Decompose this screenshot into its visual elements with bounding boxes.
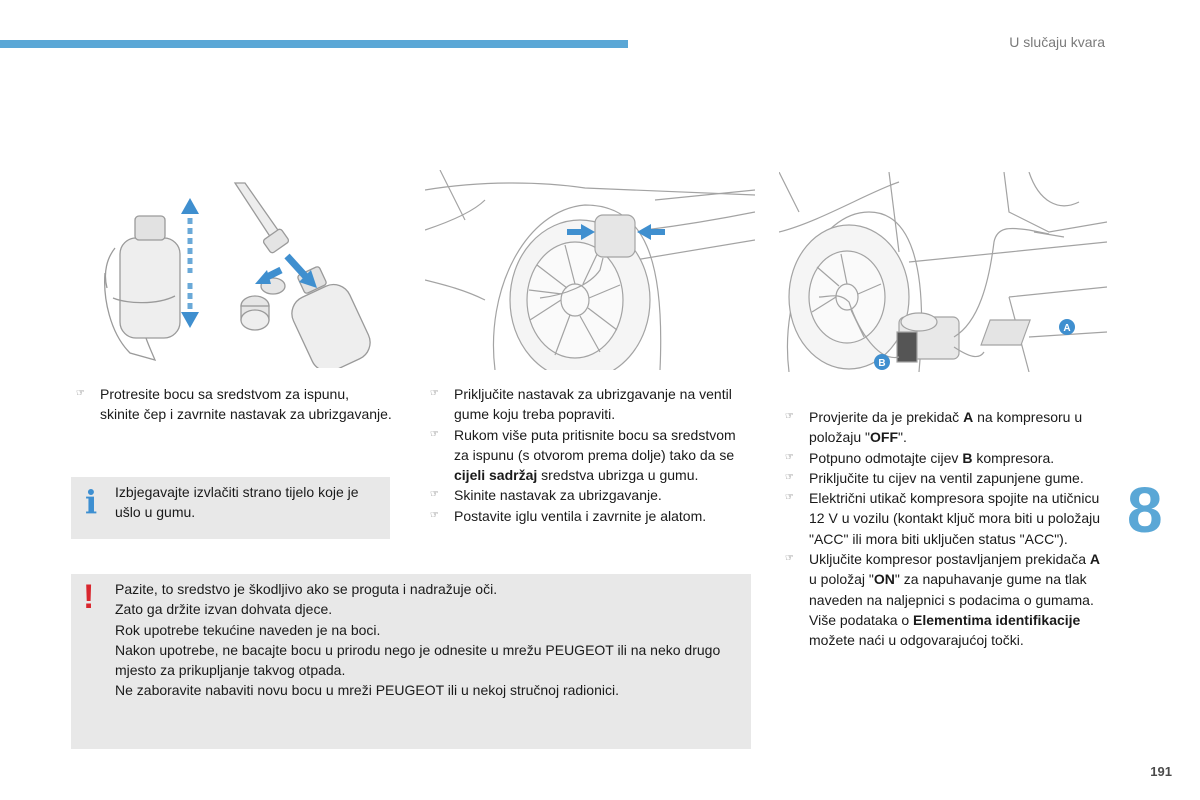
steps-column-1 [72,384,392,425]
pointer-icon: ☞ [785,492,794,504]
steps-column-2 [426,384,746,526]
reference-note: Više podataka o Elementima identifikacije možete naći u odgovarajućoj točki. [809,611,1081,649]
pointer-icon: ☞ [785,411,794,422]
list-item: ☞ Rukom više puta pritisnite bocu sa sredstvom za ispunu (s otvorom prema dolje) tako da se cijeli sadržaj sredstva ubrizga u gumu. [430,426,736,484]
chapter-number: 8 [1127,474,1163,546]
list-item: ☞ Električni utikač kompresora spojite na utičnicu 12 V u vozilu (kontakt ključ mora biti u položaju "ACC" ili mora biti uključen status "ACC"). [785,490,1101,547]
info-note [71,477,390,539]
pointer-icon: ☞ [430,388,439,399]
list-item: ☞ Protresite bocu sa sredstvom za ispunu, skinite čep i zavrnite nastavak za ubrizgavanje. [76,386,392,423]
pointer-icon: ☞ [785,451,794,463]
list-item: ☞ Postavite iglu ventila i zavrnite je alatom. [426,506,746,526]
label-b: B [878,358,886,369]
pointer-icon: ☞ [785,553,794,565]
warning-note [71,574,751,749]
pointer-icon: ☞ [430,428,439,440]
header-accent-bar [0,40,628,48]
illustration-bottle [95,178,395,368]
section-title: U slučaju kvara [1009,34,1105,50]
list-item: ☞ Uključite kompresor postavljanjem prekidača A u položaj "ON" za napuhavanje gume na tlak naveden na naljepnici s podacima o gumama. Više podataka o Elementima identifikacije možete naći u odgovarajućoj točki. [781,549,1109,650]
pointer-icon: ☞ [76,388,85,399]
page-number: 191 [1150,764,1172,779]
warning-line: Nakon upotrebe, ne bacajte bocu u prirodu nego je odnesite u mrežu PEUGEOT ili na neko drugo mjesto za prikupljanje takvog otpada. [115,641,721,679]
info-note-text: Izbjegavajte izvlačiti strano tijelo koje je ušlo u gumu. [115,484,359,521]
illustration-injection [425,170,755,370]
illustration-compressor [779,172,1107,372]
warning-line: Zato ga držite izvan dohvata djece. [115,601,333,618]
list-item: ☞ Potpuno odmotajte cijev B kompresora. [781,448,1109,468]
warning-line: Pazite, to sredstvo je škodljivo ako se proguta i nadražuje oči. [115,581,498,597]
label-a: A [1063,323,1071,334]
info-icon: i [85,483,98,521]
warning-icon: ! [83,578,95,616]
pointer-icon: ☞ [430,489,439,501]
pointer-icon: ☞ [430,509,439,521]
list-item: ☞ Provjerite da je prekidač A na kompresoru u položaju "OFF". [785,409,1083,446]
steps-column-3 [781,407,1109,651]
list-item: ☞ Priključite nastavak za ubrizgavanje na ventil gume koju treba popraviti. [430,386,732,423]
pointer-icon: ☞ [785,471,794,483]
warning-line: Ne zaboravite nabaviti novu bocu u mreži PEUGEOT ili u nekoj stručnoj radionici. [115,682,619,699]
list-item: ☞ Priključite tu cijev na ventil zapunjene gume. [781,468,1109,488]
list-item: ☞ Skinite nastavak za ubrizgavanje. [426,485,746,505]
warning-note-text [115,579,745,701]
warning-line: Rok upotrebe tekućine naveden je na boci. [115,621,381,638]
